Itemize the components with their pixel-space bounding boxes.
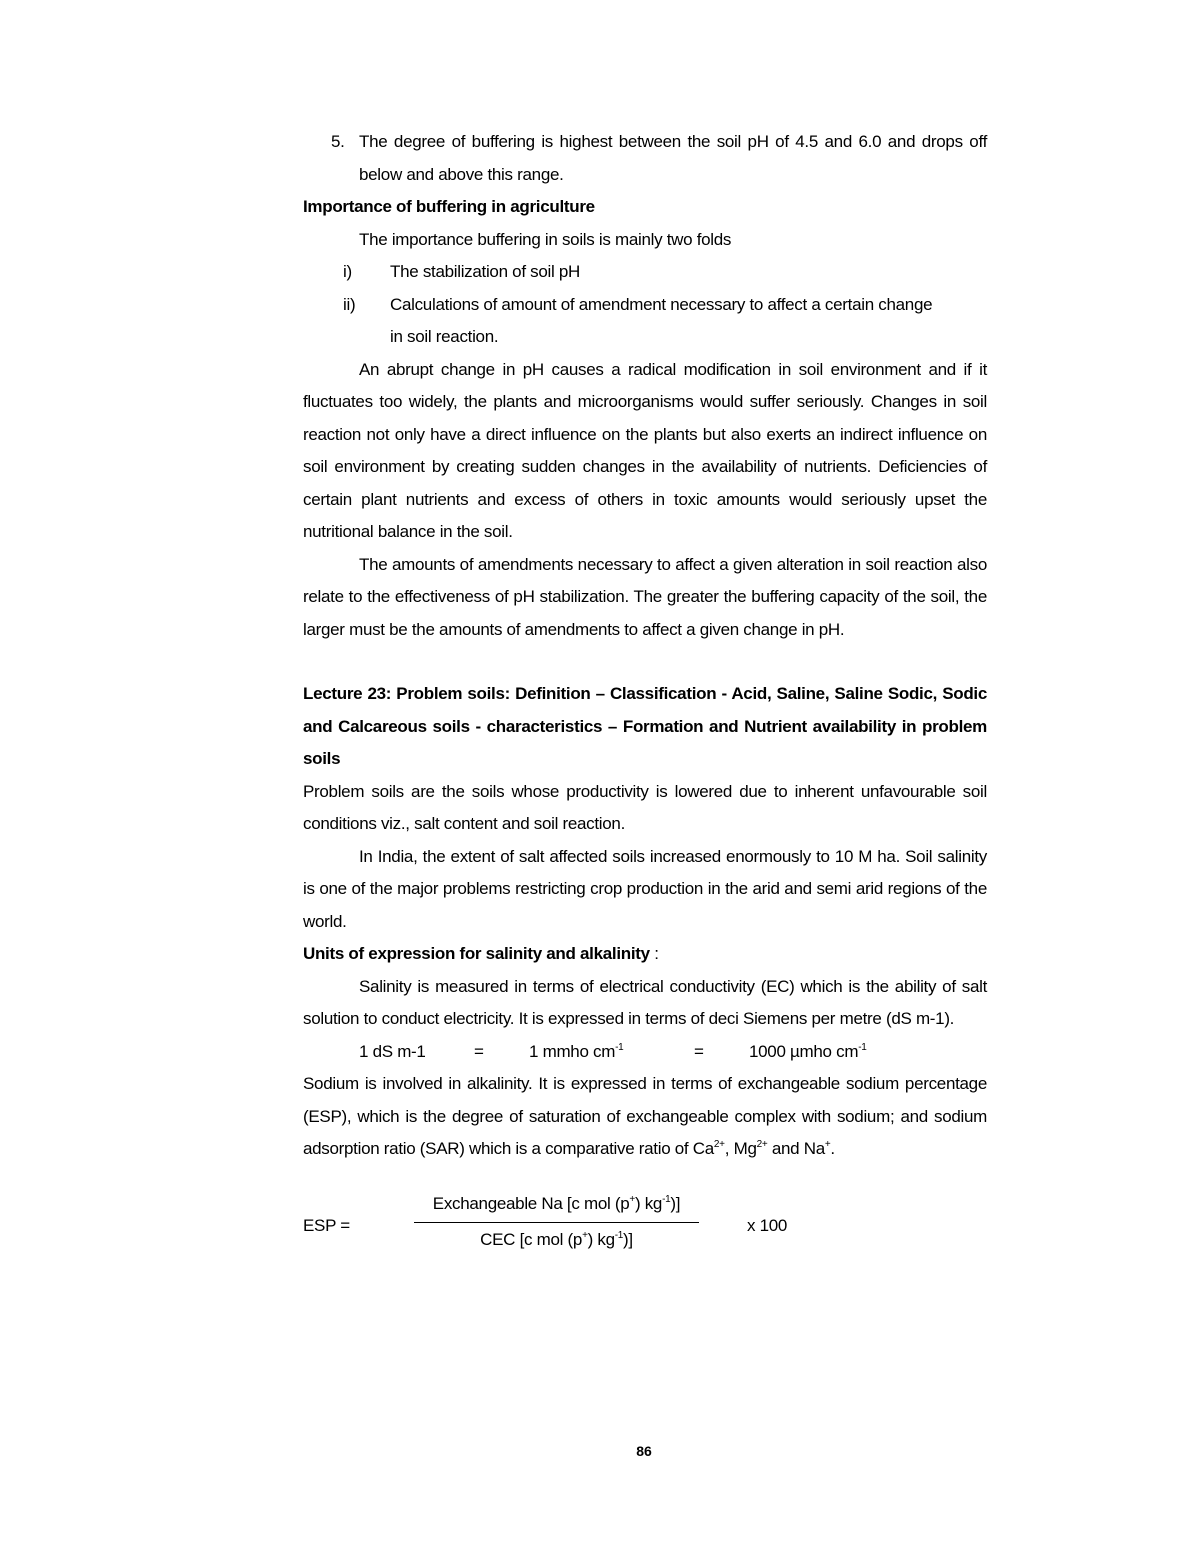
esp-lhs: ESP = — [303, 1215, 350, 1235]
spacer — [303, 646, 987, 678]
lecture-heading: Lecture 23: Problem soils: Definition – Classification - Acid, Saline, Saline Sodic, Sodic and Calcareous soils - characteristics – Formation and Nutrient availability in problem soils — [303, 684, 987, 768]
list-item-number: 5. — [331, 132, 345, 151]
list-item-text: The degree of buffering is highest between the soil pH of 4.5 and 6.0 and drops off below and above this range. — [359, 132, 987, 184]
importance-item-2 — [343, 289, 987, 354]
units-heading-line — [303, 938, 987, 971]
paragraph-salinity: Salinity is measured in terms of electrical conductivity (EC) which is the ability of salt solution to conduct electricity. It is expressed in terms of deci Siemens per metre (dS m-1). — [303, 976, 987, 1028]
conversion-ds: 1 dS m-1 — [359, 1041, 426, 1061]
conversion-line — [359, 1036, 987, 1069]
paragraph-india: In India, the extent of salt affected soils increased enormously to 10 M ha. Soil salinity is one of the major problems restricting crop production in the arid and semi arid regions of the world. — [303, 846, 987, 931]
importance-item-numeral: ii) — [343, 294, 356, 314]
paragraph-abrupt-change: An abrupt change in pH causes a radical modification in soil environment and if it fluctuates too widely, the plants and microorganisms would suffer seriously. Changes in soil reaction not only have a direct influence on the plants but also exerts an indirect influence on soil environment by creating sudden changes in the availability of nutrients. Deficiencies of certain plant nutrients and excess of others in toxic amounts would seriously upset the nutritional balance in the soil. — [303, 359, 987, 541]
importance-item-text: Calculations of amount of amendment necessary to affect a certain change in soil reaction. — [390, 294, 933, 346]
conversion-equals-1: = — [474, 1041, 484, 1061]
paragraph-amendments: The amounts of amendments necessary to affect a given alteration in soil reaction also relate to the effectiveness of pH stabilization. The greater the buffering capacity of the soil, the larger must be the amounts of amendments to affect a given change in pH. — [303, 554, 987, 639]
document-page — [303, 126, 987, 1268]
importance-item-1 — [343, 256, 987, 289]
list-item-5 — [303, 126, 987, 191]
importance-intro: The importance buffering in soils is mainly two folds — [359, 229, 732, 249]
importance-heading: Importance of buffering in agriculture — [303, 197, 595, 216]
conversion-equals-2: = — [694, 1041, 704, 1061]
page-number: 86 — [636, 1443, 652, 1459]
fraction-bar — [414, 1222, 699, 1223]
units-heading-suffix: : — [649, 944, 659, 963]
esp-numerator: Exchangeable Na [c mol (p+) $kg^{-1}$)] — [432, 1193, 681, 1213]
units-heading: Units of expression for salinity and alkalinity — [303, 944, 650, 963]
esp-denominator: CEC [c mol (p+) $kg^{-1}$)] — [480, 1229, 633, 1249]
esp-formula — [303, 1188, 987, 1268]
importance-item-numeral: i) — [343, 262, 352, 281]
paragraph-problem-soils: Problem soils are the soils whose productivity is lowered due to inherent unfavourable soil conditions viz., salt content and soil reaction. — [303, 781, 987, 833]
paragraph-sodium: Sodium is involved in alkalinity. It is expressed in terms of exchangeable sodium percentage (ESP), which is the degree of saturation of exchangeable complex with sodium; and sodium adsorption ratio (SAR) which is a comparative ratio of $Ca^{2+}$, $Mg^{2+}$ and Na+. — [303, 1074, 987, 1158]
conversion-mmho: 1 mmho $cm^{-1}$ — [529, 1041, 624, 1061]
importance-item-text: The stabilization of soil pH — [390, 262, 581, 281]
conversion-umho: 1000 µmho $cm^{-1}$ — [749, 1041, 867, 1061]
esp-multiplier: x 100 — [747, 1215, 788, 1235]
